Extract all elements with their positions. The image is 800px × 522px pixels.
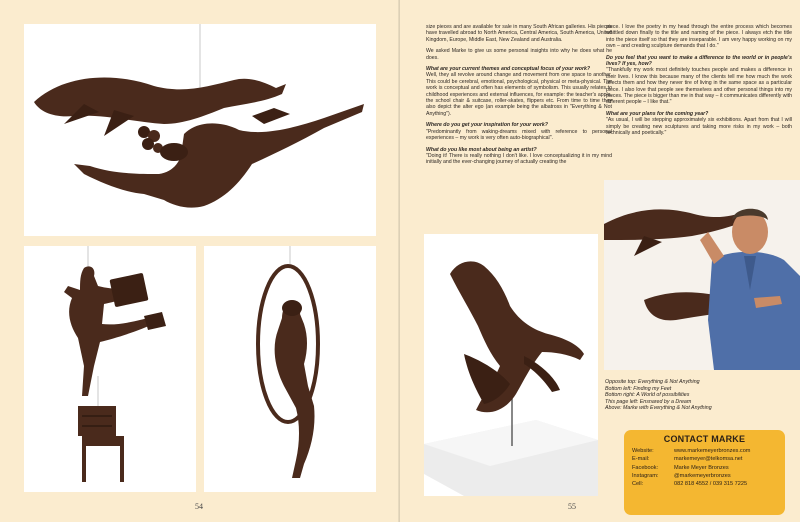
instagram-link[interactable]: @markemeyerbronzes [674, 472, 731, 479]
photo-ensnared-by-a-dream [424, 234, 598, 496]
photo-marke-with-sculpture [604, 180, 800, 370]
photo-everything-not-anything [24, 24, 376, 236]
artist-portrait [604, 180, 800, 370]
sculpture-ensnared-dream [424, 234, 598, 496]
article-column-1 [426, 24, 612, 171]
intro-paragraph: size pieces and are available for sale in many South African galleries. His pieces have travelled abroad to North America, Central America, South America, United Kingdom, Europe, Middle East, New Zealand and Australia. [426, 24, 612, 43]
contact-label: Website: [632, 448, 654, 454]
photo-captions [605, 379, 795, 412]
caption-2: Bottom left: Finding my Feet [605, 385, 672, 392]
question-4: Do you feel that you want to make a difference to the world or in people's lives? If yes, how? [606, 54, 792, 68]
caption-1: Opposite top: Everything & Not Anything [605, 379, 700, 385]
sculpture-dancer-with-chair [24, 246, 196, 492]
caption-4: This page left: Ensnared by a Dream [605, 398, 692, 405]
contact-row-facebook [632, 464, 777, 472]
caption-3: Bottom right: A World of possibilities [605, 392, 690, 399]
question-5: What are your plans for the coming year? [606, 110, 709, 117]
answer-4: "Thankfully my work most definitely touches people and makes a difference in their lives. I know this because many of the clients tell me how much the work affects them and how they never tire of living in the same space as a particular piece. I also love that people see themselves and other personal things into my pieces. The piece is bigger than me in that way – it communicates differently with different people – I like that." [606, 67, 792, 106]
sculpture-albatross-woman [24, 24, 376, 236]
phone-numbers: 082 818 4552 / 039 315 7225 [674, 481, 748, 488]
article-column-2 [606, 24, 792, 142]
answer-3-continued: piece. I love the poetry in my head through the entire process which becomes whittled down finally to the title and naming of the piece. I always etch the title into the piece itself so that they are inseparable. I am very happy working on my own – and creating sculpture demands that I do." [606, 24, 792, 50]
answer-3: "Doing it! There is really nothing I don't like. I love conceptualizing it in my mind initially and the ever-changing journey of actually creating the [426, 152, 612, 166]
contact-row-website [632, 447, 777, 455]
contact-row-instagram [632, 472, 777, 480]
photo-world-of-possibilities [204, 246, 376, 492]
question-1: What are your current themes and conceptual focus of your work? [426, 66, 591, 73]
page-number-left: 54 [195, 502, 203, 511]
question-2: Where do you get your inspiration for your work? [426, 122, 548, 129]
facebook-link[interactable]: Marke Meyer Bronzes [674, 464, 729, 471]
question-3: What do you like most about being an artist? [426, 146, 537, 153]
contact-label: Facebook: [632, 464, 659, 471]
caption-5: Above: Marke with Everything & Not Anything [605, 405, 712, 412]
answer-2: "Predominantly from waking-dreams mixed with reference to personal experiences – my work is very often auto-biographical". [426, 128, 612, 142]
contact-title: CONTACT MARKE [663, 434, 746, 444]
sculpture-woman-in-hoop [204, 246, 376, 492]
contact-row-cell [632, 480, 777, 488]
contact-label: Cell: [632, 481, 644, 488]
photo-finding-my-feet [24, 246, 196, 492]
contact-label: E-mail: [632, 456, 650, 463]
right-page [400, 0, 800, 522]
answer-5: "As usual, I will be stepping approximately six exhibitions. Apart from that I will simply be creating new sculptures and taking more risks in my work – both technically and poetically." [606, 117, 792, 137]
answer-1: Well, they all revolve around change and movement from one space to another. This could be cerebral, emotional, psychological, physical or meta-physical. The work is conceptual and often has elements of symbolism. This usually relates to childhood experiences and external influences, for example: the teacher's apple, the school chair & suitcase, roller-skates, flippers etc. From time to time they also depict the alter ego (an example being the albatross in "Everything & Not Anything"). [426, 72, 612, 117]
contact-box [624, 430, 785, 515]
contact-label: Instagram: [632, 472, 659, 479]
email-link[interactable]: markemeyer@telkomsa.net [674, 456, 743, 463]
website-link[interactable]: www.markemeyerbronzes.com [674, 448, 751, 454]
contact-row-email [632, 455, 777, 463]
lead-in-paragraph: We asked Marke to give us some personal insights into why he does what he does. [426, 48, 612, 61]
page-number-right: 55 [568, 502, 576, 511]
